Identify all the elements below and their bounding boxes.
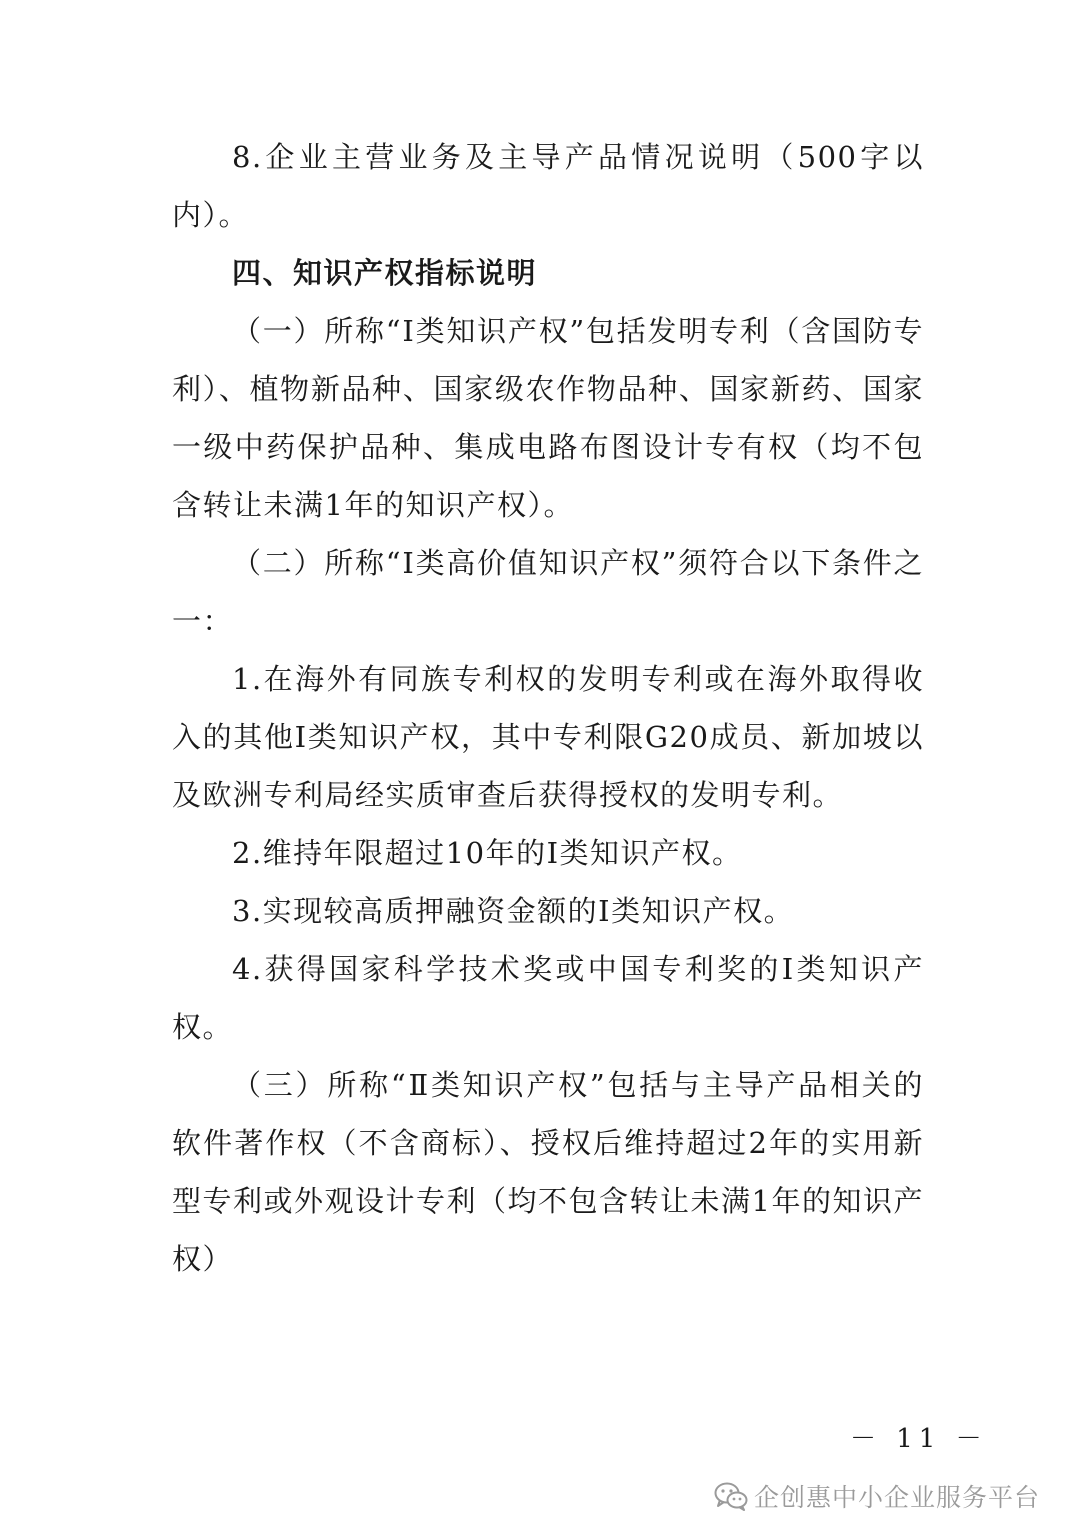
paragraph-class-2-ip: （三）所称“Ⅱ类知识产权”包括与主导产品相关的软件著作权（不含商标）、授权后维持超过2年的实用新型专利或外观设计专利（均不包含转让未满1年的知识产权）: [172, 1068, 924, 1276]
watermark: [714, 1478, 1040, 1514]
page-number: － 11 －: [850, 1424, 988, 1454]
paragraph-class-1-high-value-ip: （二）所称“Ⅰ类高价值知识产权”须符合以下条件之一：: [172, 546, 924, 638]
paragraph-condition-4: 4.获得国家科学技术奖或中国专利奖的Ⅰ类知识产权。: [172, 952, 924, 1044]
watermark-text: 企创惠中小企业服务平台: [754, 1483, 1041, 1512]
paragraph-condition-1: 1.在海外有同族专利权的发明专利或在海外取得收入的其他Ⅰ类知识产权，其中专利限G20成员、新加坡以及欧洲专利局经实质审查后获得授权的发明专利。: [172, 662, 924, 812]
document-body: [172, 128, 924, 1288]
paragraph-item-8: 8.企业主营业务及主导产品情况说明（500字以内）。: [172, 140, 924, 232]
paragraph-class-1-ip: （一）所称“Ⅰ类知识产权”包括发明专利（含国防专利）、植物新品种、国家级农作物品种、国家新药、国家一级中药保护品种、集成电路布图设计专有权（均不包含转让未满1年的知识产权）。: [172, 314, 924, 522]
wechat-icon: [714, 1481, 748, 1511]
paragraph-condition-3: 3.实现较高质押融资金额的Ⅰ类知识产权。: [232, 894, 795, 928]
section-heading-ip-indicators: 四、知识产权指标说明: [232, 256, 538, 290]
paragraph-condition-2: 2.维持年限超过10年的Ⅰ类知识产权。: [232, 836, 743, 870]
